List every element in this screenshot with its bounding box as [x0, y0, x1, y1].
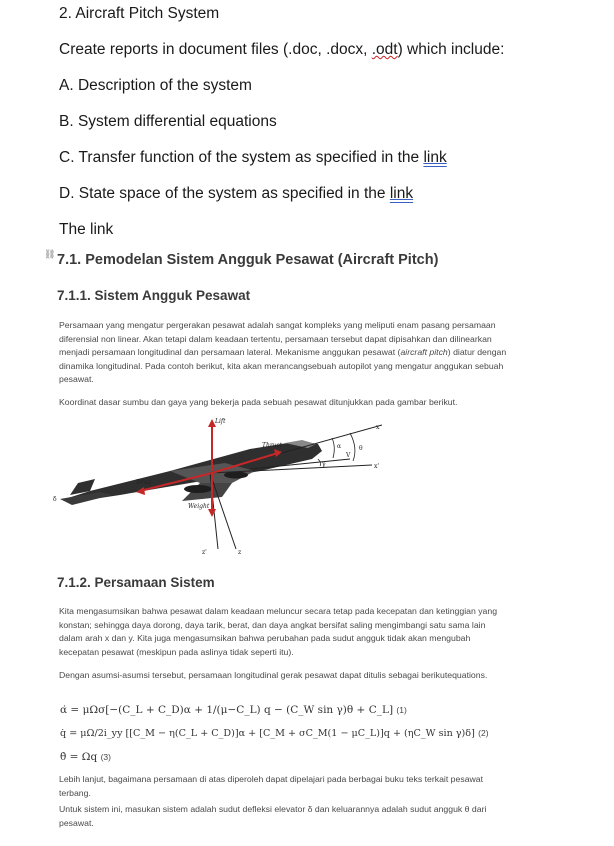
- thrust-label: Thrust: [262, 442, 283, 449]
- aircraft-diagram: [50, 413, 400, 561]
- excerpt-heading-1: 7.1. Pemodelan Sistem Angguk Pesawat (Aircraft Pitch): [57, 252, 439, 268]
- the-link-label: The link: [59, 221, 114, 238]
- link-d[interactable]: link: [389, 185, 414, 202]
- section-title: 2. Aircraft Pitch System: [59, 5, 220, 22]
- theta-arc: [350, 433, 355, 461]
- list-item-b: B. System differential equations: [59, 113, 277, 130]
- excerpt-heading-2b: 7.1.2. Persamaan Sistem: [57, 575, 215, 590]
- xprime-label: x': [374, 463, 380, 470]
- equation-1-body: α̇ = μΩσ[−(C_L + C_D)α + 1/(μ−C_L) q − (C_W sin γ)θ + C_L]: [60, 704, 394, 716]
- excerpt-paragraph-3: Kita mengasumsikan bahwa pesawat dalam keadaan meluncur secara tetap pada kecepatan dan ketinggian yang konstan; sehingga daya dorong, daya tarik, berat, dan daya angkat bersifat saling mengimbangi satu sama lain dalam arah x dan y. Kita juga mengasumsikan bahwa perubahan pada sudut angguk tidak akan mengubah kecepatan pesawat (meskipun pada aslinya tidak seperti itu).: [59, 606, 498, 657]
- excerpt-paragraph-5: Lebih lanjut, bagaimana persamaan di atas diperoleh dapat dipelajari pada berbagai buku teks terkait pesawat terbang.: [59, 774, 484, 798]
- p1-text: Persamaan yang mengatur pergerakan pesawat adalah sangat kompleks yang meliputi enam pasang persamaan diferensial non linear. Akan tetapi dalam keadaan tertentu, persamaan tersebut dapat dipisahkan dan dilinearkan menjadi persamaan longitudinal dan persamaan lateral. Mekanisme anggukan pesawat (aircraft pitch) diatur dengan dinamika longitudinal. Pada contoh berikut, kita akan merancangsebuah autopilot yang mengatur anggukan sebuah pesawat.: [59, 320, 507, 385]
- gamma-label: γ: [322, 461, 326, 468]
- equation-1: [60, 704, 407, 716]
- intro-text-tail: ) which include:: [397, 41, 505, 58]
- lift-label: Lift: [215, 418, 226, 425]
- equation-2-body: q̇ = μΩ/2i_yy [[C_M − η(C_L + C_D)]α + [C_M + σC_M(1 − μC_L)]q + (ηC_W sin γ)δ]: [60, 728, 475, 739]
- equation-2-number: (2): [478, 728, 489, 738]
- excerpt-paragraph-1: [59, 319, 509, 387]
- excerpt-heading-2a: 7.1.1. Sistem Angguk Pesawat: [57, 288, 251, 303]
- z-label: z: [238, 549, 242, 556]
- engine-left-shape: [184, 485, 212, 493]
- alpha-label: α: [337, 443, 342, 450]
- zprime-label: z': [202, 549, 207, 556]
- excerpt-paragraph-6: Untuk sistem ini, masukan sistem adalah sudut defleksi elevator δ dan keluarannya adalah sudut angguk θ dari pesawat.: [59, 804, 487, 828]
- equation-3-body: θ̇ = Ωq: [60, 751, 98, 763]
- excerpt-paragraph-2: Koordinat dasar sumbu dan gaya yang bekerja pada sebuah pesawat ditunjukkan pada gambar berikut.: [59, 397, 458, 407]
- drag-label: Drag: [136, 479, 152, 486]
- list-item-c: [59, 149, 447, 167]
- x-label: x: [376, 424, 380, 431]
- intro-text: [59, 41, 504, 59]
- list-item-c-text: C. Transfer function of the system as specified in the: [59, 149, 424, 166]
- equation-3: [60, 751, 111, 763]
- v-label: V: [346, 452, 351, 459]
- list-item-a: A. Description of the system: [59, 77, 252, 94]
- intro-text-main: Create reports in document files (.doc, .docx,: [59, 41, 372, 58]
- list-item-d: [59, 185, 413, 203]
- spellcheck-word: .odt: [371, 41, 398, 58]
- alpha-arc: [332, 438, 334, 458]
- equation-2: [60, 727, 489, 739]
- list-item-d-text: D. State space of the system as specified in the: [59, 185, 390, 202]
- equation-1-number: (1): [396, 705, 407, 715]
- weight-label: Weight: [188, 503, 210, 510]
- italic-term: aircraft pitch: [400, 347, 448, 358]
- theta-label: θ: [359, 445, 363, 452]
- link-anchor-icon[interactable]: ⛓: [44, 249, 56, 259]
- equation-3-number: (3): [100, 752, 111, 762]
- link-c[interactable]: link: [423, 149, 447, 166]
- excerpt-paragraph-4: Dengan asumsi-asumsi tersebut, persamaan longitudinal gerak pesawat dapat ditulis sebagai berikutequations.: [59, 670, 488, 680]
- delta-label: δ: [53, 496, 57, 503]
